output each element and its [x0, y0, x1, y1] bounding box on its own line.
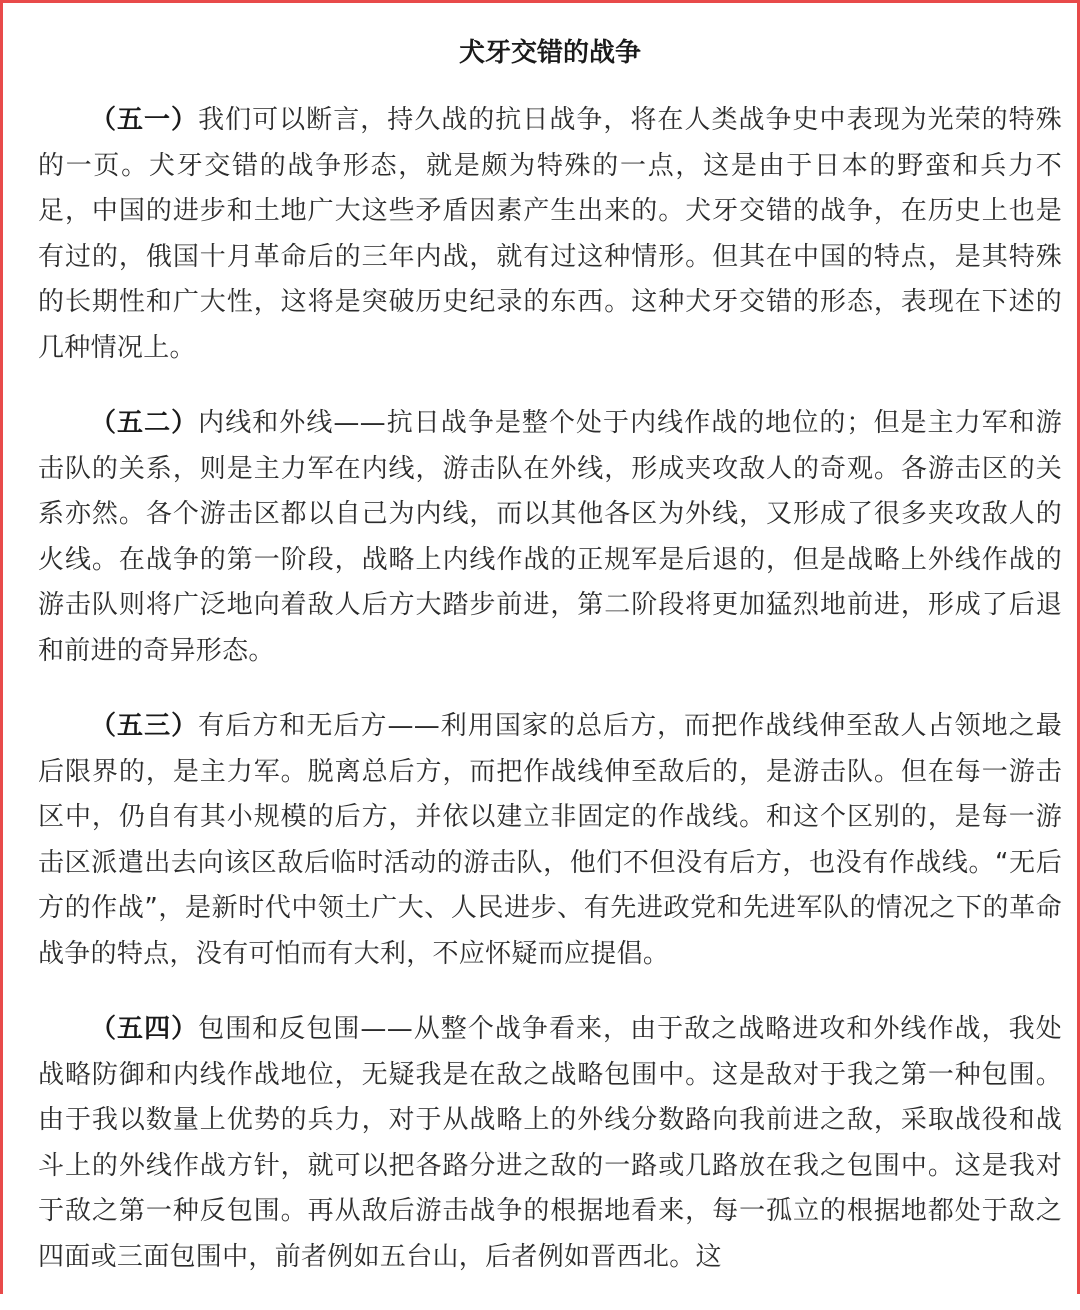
paragraph-number: （五四） [90, 1014, 199, 1044]
paragraph-text: 我们可以断言，持久战的抗日战争，将在人类战争史中表现为光荣的特殊的一页。犬牙交错的战争形态，就是颇为特殊的一点，这是由于日本的野蛮和兵力不足，中国的进步和土地广大这些矛盾因素产生出来的。犬牙交错的战争，在历史上也是有过的，俄国十月革命后的三年内战，就有过这种情形。但其在中国的特点，是其特殊的长期性和广大性，这将是突破历史纪录的东西。这种犬牙交错的形态，表现在下述的几种情况上。 [38, 105, 1063, 363]
paragraph-number: （五三） [90, 711, 199, 741]
paragraph-text: 有后方和无后方——利用国家的总后方，而把作战线伸至敌人占领地之最后限界的，是主力军。脱离总后方，而把作战线伸至敌后的，是游击队。但在每一游击区中，仍自有其小规模的后方，并依以建立非固定的作战线。和这个区别的，是每一游击区派遣出去向该区敌后临时活动的游击队，他们不但没有后方，也没有作战线。“无后方的作战”，是新时代中领土广大、人民进步、有先进政党和先进军队的情况之下的革命战争的特点，没有可怕而有大利，不应怀疑而应提倡。 [38, 711, 1062, 969]
paragraph-53 [38, 704, 1062, 977]
paragraph-text: 内线和外线——抗日战争是整个处于内线作战的地位的；但是主力军和游击队的关系，则是主力军在内线，游击队在外线，形成夹攻敌人的奇观。各游击区的关系亦然。各个游击区都以自己为内线，而以其他各区为外线，又形成了很多夹攻敌人的火线。在战争的第一阶段，战略上内线作战的正规军是后退的，但是战略上外线作战的游击队则将广泛地向着敌人后方大踏步前进，第二阶段将更加猛烈地前进，形成了后退和前进的奇异形态。 [38, 408, 1062, 666]
article [38, 30, 1062, 1310]
paragraph-52 [38, 401, 1062, 674]
paragraph-number: （五一） [90, 105, 199, 135]
article-title: 犬牙交错的战争 [458, 38, 641, 68]
paragraph-51 [38, 98, 1062, 371]
paragraph-54 [38, 1007, 1062, 1280]
paragraph-number: （五二） [90, 408, 199, 438]
paragraph-text: 包围和反包围——从整个战争看来，由于敌之战略进攻和外线作战，我处战略防御和内线作战地位，无疑我是在敌之战略包围中。这是敌对于我之第一种包围。由于我以数量上优势的兵力，对于从战略上的外线分数路向我前进之敌，采取战役和战斗上的外线作战方针，就可以把各路分进之敌的一路或几路放在我之包围中。这是我对于敌之第一种反包围。再从敌后游击战争的根据地看来，每一孤立的根据地都处于敌之四面或三面包围中，前者例如五台山，后者例如晋西北。这 [38, 1014, 1062, 1272]
